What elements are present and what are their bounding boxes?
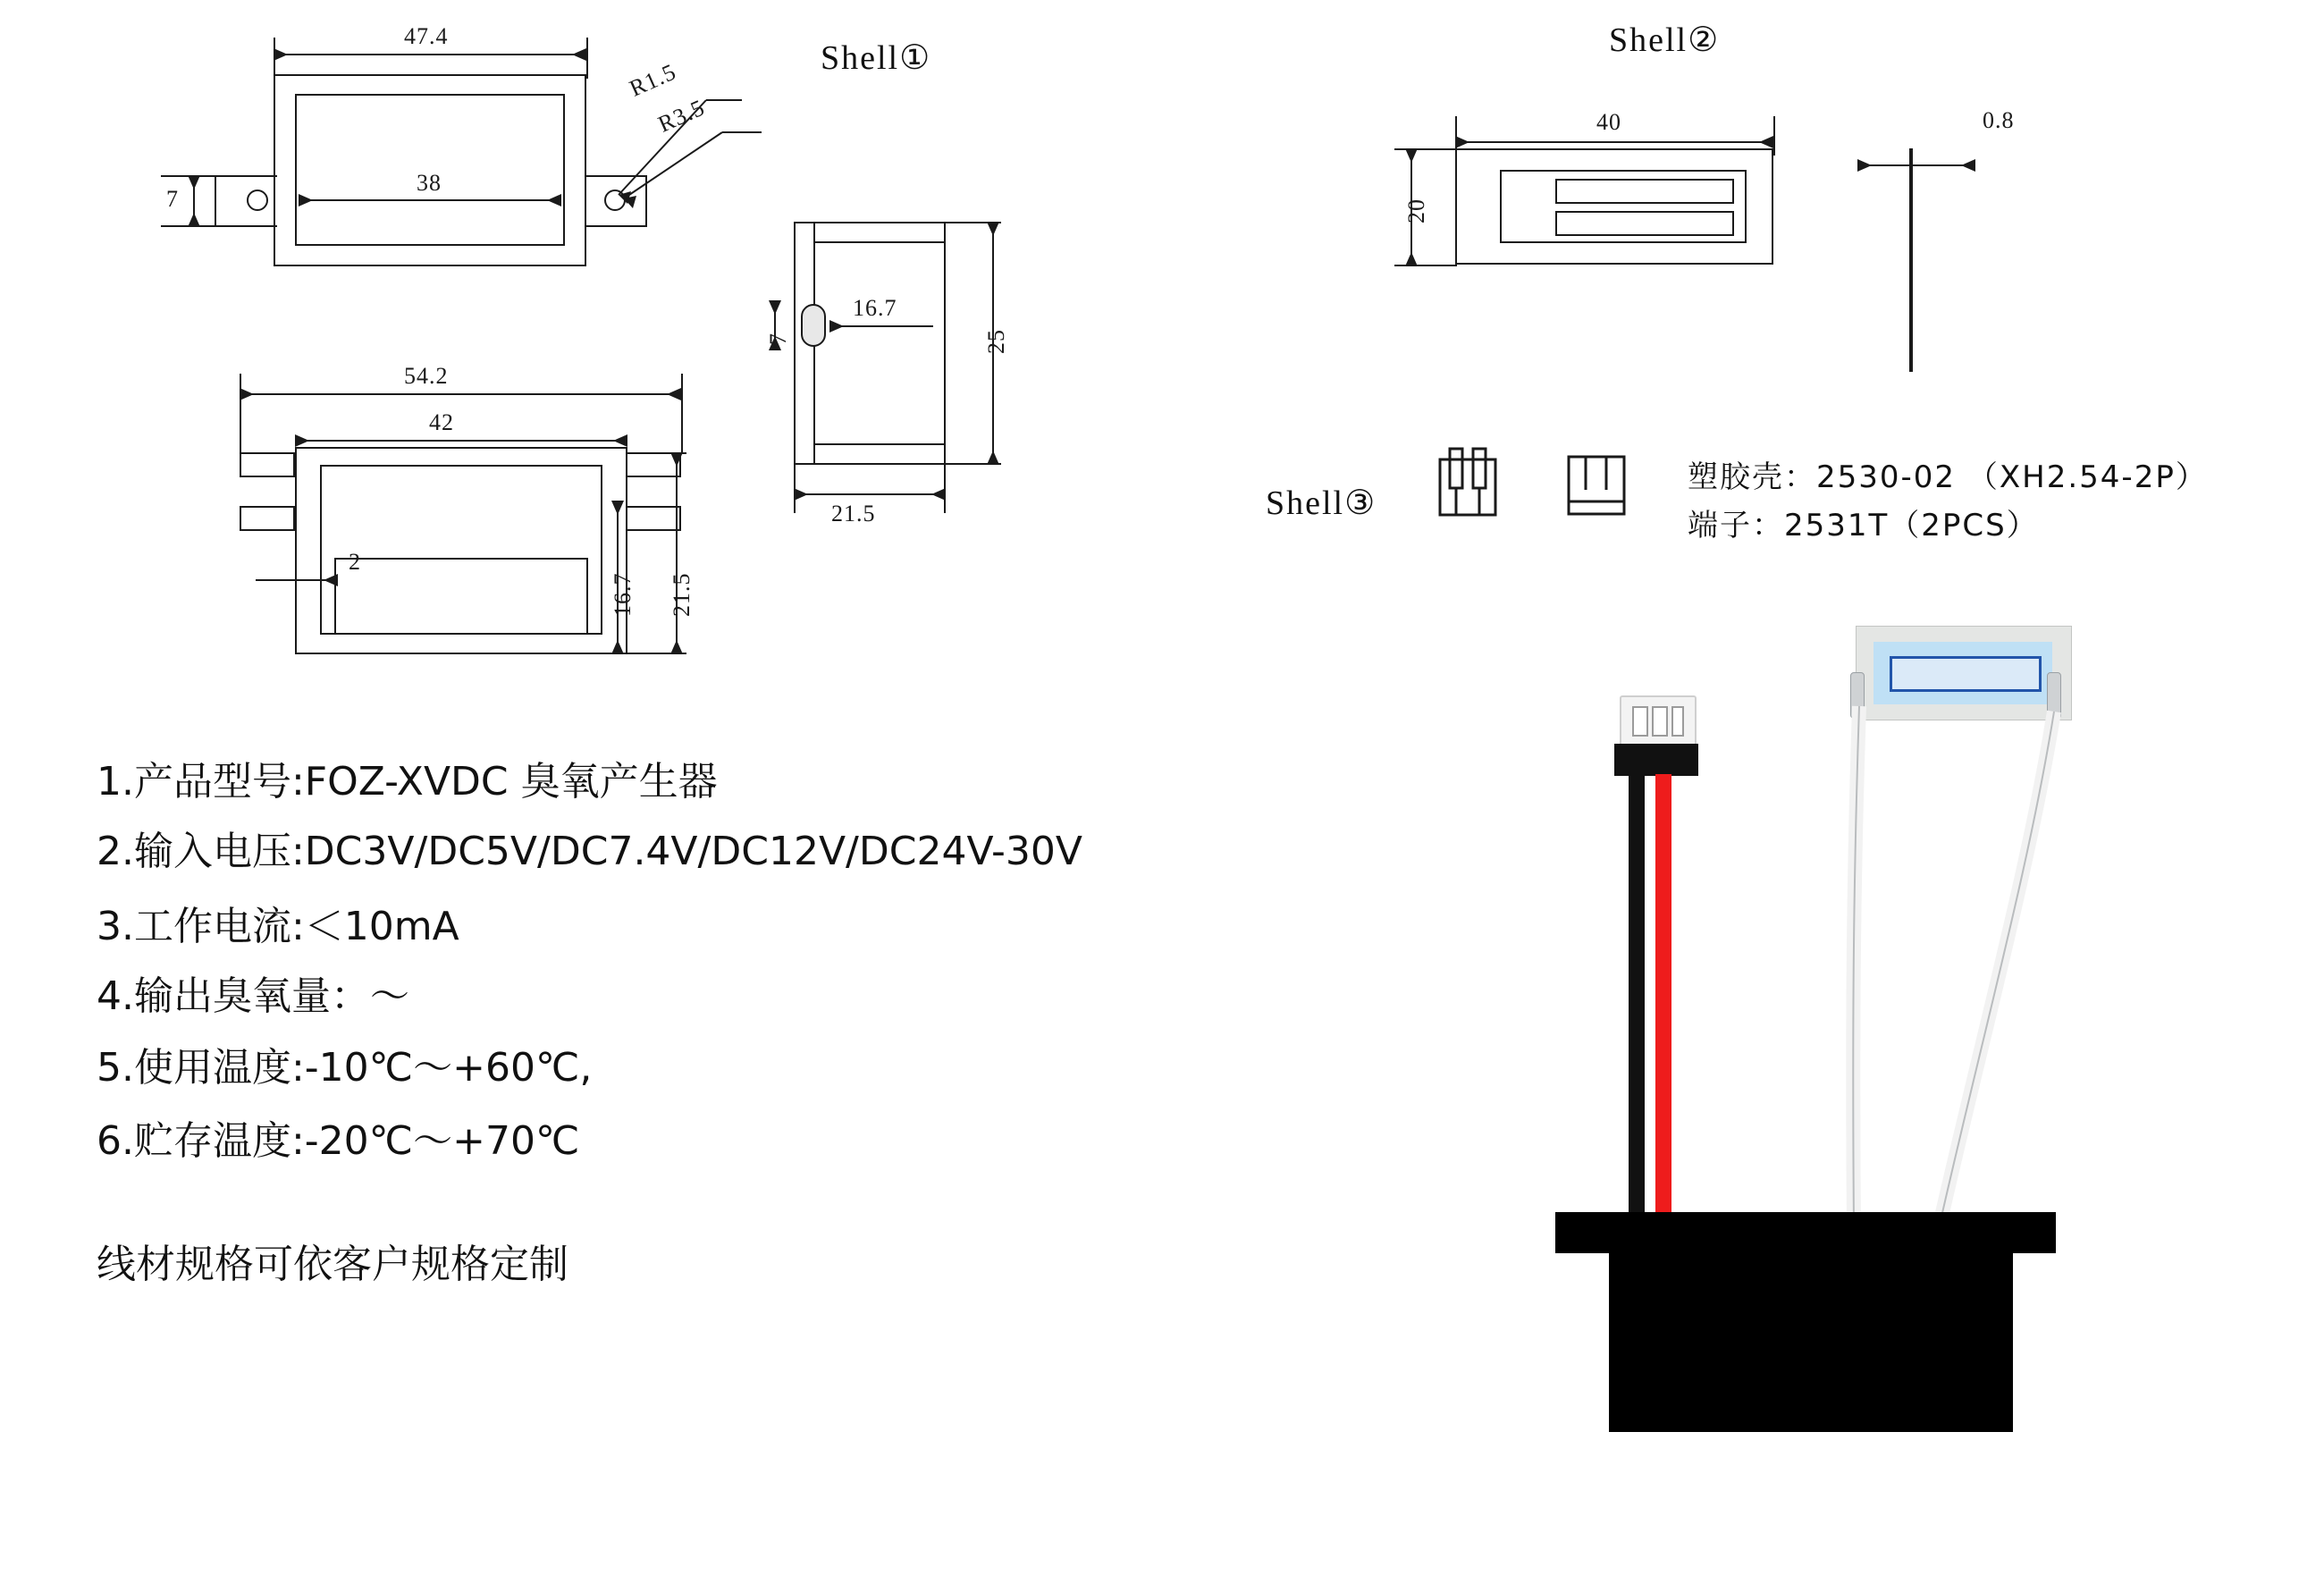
dim-474-line — [274, 54, 586, 55]
front-view-inner — [334, 558, 588, 635]
spec-line-2: 2.输入电压:DC3V/DC5V/DC7.4V/DC12V/DC24V-30V — [97, 829, 1082, 874]
shell2-title: Shell② — [1609, 21, 1721, 59]
side-view-right — [944, 222, 946, 465]
shell1-title: Shell① — [821, 39, 932, 77]
dim-20-arrow-b — [1405, 252, 1418, 266]
front-view-top — [295, 447, 627, 449]
side-view-boss — [801, 304, 826, 347]
shell1-ear-left-hole — [247, 190, 268, 211]
ceramic-plate-electrode — [1890, 656, 2042, 692]
shell1-ear-left-top — [215, 175, 277, 177]
dim-42-arrow-l — [295, 434, 309, 447]
dim-215-front-label: 21.5 — [669, 572, 695, 617]
photo-connector-slot-3 — [1671, 706, 1684, 737]
spec-line-4: 4.输出臭氧量：～ — [97, 973, 409, 1019]
front-flange-left — [240, 452, 295, 477]
dim-215-side-arrow-r — [931, 488, 946, 501]
dim-215-front-line — [676, 452, 678, 654]
dim-08-arrow-r — [1961, 159, 1975, 172]
dim-20-label: 20 — [1403, 198, 1429, 223]
shell2-electrode-top — [1555, 179, 1734, 204]
dim-38-arrow-left — [299, 194, 313, 206]
dim-7-side-arrow-t — [769, 300, 781, 315]
shell3-terminal-note: 端子：2531T（2PCS） — [1688, 508, 2039, 543]
dim-08-label: 0.8 — [1983, 107, 2015, 133]
spec-line-6: 6.贮存温度:-20℃～+70℃ — [97, 1118, 580, 1164]
dim-25-label: 25 — [983, 329, 1009, 354]
dim-2-label: 2 — [349, 549, 361, 575]
body-top-flange — [1555, 1212, 2056, 1253]
connector-housing-icon — [1437, 447, 1500, 518]
front-view-left — [295, 447, 297, 654]
dim-25-arrow-top — [987, 222, 999, 236]
dim-20-arrow-t — [1405, 148, 1418, 163]
dim-167-front-arrow-t — [611, 501, 624, 515]
dim-38-arrow-right — [547, 194, 561, 206]
dim-542-arrow-l — [240, 388, 254, 400]
dim-7-arrow-top — [188, 175, 200, 190]
dim-474-label: 47.4 — [404, 23, 449, 49]
dim-08-line — [1857, 164, 1975, 166]
dim-08-arrow-l — [1857, 159, 1872, 172]
photo-connector-slot-1 — [1632, 706, 1648, 737]
front-view-bottom — [295, 653, 627, 654]
dim-40-ext-r — [1773, 116, 1775, 156]
dim-r15-label: R1.5 — [625, 58, 680, 102]
dim-215-side-arrow-l — [794, 488, 808, 501]
dim-215-front-arrow-t — [670, 452, 683, 467]
dim-42-line — [295, 440, 627, 442]
dim-7-label: 7 — [166, 186, 179, 212]
side-view-left — [794, 222, 796, 465]
black-wire — [1629, 774, 1645, 1225]
spec-line-1: 1.产品型号:FOZ-XVDC 臭氧产生器 — [97, 759, 718, 804]
body-main — [1609, 1251, 2013, 1432]
photo-connector-base — [1614, 744, 1698, 776]
dim-474-ext-right — [586, 38, 588, 79]
side-view-inner-top — [813, 241, 946, 243]
dim-38-label: 38 — [417, 170, 442, 196]
dim-20-ext-b — [1394, 265, 1457, 266]
shell2-electrode-bottom — [1555, 211, 1734, 236]
shell1-ear-left-edge — [215, 175, 216, 227]
front-flange-right-2 — [626, 506, 681, 531]
dim-40-label: 40 — [1596, 109, 1621, 135]
dim-40-arrow-r — [1759, 136, 1773, 148]
dim-167-front-arrow-b — [611, 640, 624, 654]
dim-40-line — [1455, 141, 1773, 143]
dim-167-side-line — [829, 325, 933, 327]
dim-215-side-label: 21.5 — [831, 501, 876, 526]
shell3-title: Shell③ — [1266, 484, 1377, 522]
dim-38-line — [299, 199, 561, 201]
dim-474-arrow-left — [274, 48, 288, 61]
dim-2-arrow — [324, 574, 338, 586]
dim-7-side-label: 7 — [765, 333, 791, 345]
spec-line-3: 3.工作电流:＜10mA — [97, 904, 459, 949]
dim-7-arrow-bot — [188, 213, 200, 227]
spec-line-5: 5.使用温度:-10℃～+60℃, — [97, 1045, 593, 1091]
white-wires — [1823, 688, 2118, 1242]
dim-215-front-arrow-b — [670, 640, 683, 654]
shell1-ear-right-bottom — [585, 225, 647, 227]
shell1-ear-left-bottom — [215, 225, 277, 227]
side-view-top — [794, 222, 946, 223]
dim-542-ext-r — [681, 374, 683, 452]
dim-542-ext-l — [240, 374, 241, 452]
red-wire — [1655, 774, 1671, 1225]
shell2-edge-view — [1909, 148, 1913, 372]
dim-474-arrow-right — [572, 48, 586, 61]
dim-542-label: 54.2 — [404, 363, 449, 389]
dim-42-label: 42 — [429, 409, 454, 435]
side-view-bottom — [794, 463, 946, 465]
dim-167-side-arrow — [829, 320, 844, 333]
dim-40-arrow-l — [1455, 136, 1469, 148]
dim-42-arrow-r — [613, 434, 627, 447]
dim-167-front-label: 16.7 — [610, 572, 636, 617]
photo-connector-slot-2 — [1652, 706, 1668, 737]
dim-r35-label: R3.5 — [653, 94, 709, 138]
shell3-housing-note: 塑胶壳：2530-02 （XH2.54-2P） — [1688, 459, 2208, 495]
dim-215-side-line — [794, 493, 946, 495]
dim-167-side-label: 16.7 — [853, 295, 897, 321]
dim-20-ext-t — [1394, 148, 1457, 150]
side-view-inner-bottom — [813, 443, 946, 445]
front-view-right — [626, 447, 627, 654]
dim-542-line — [240, 393, 681, 395]
dim-542-arrow-r — [667, 388, 681, 400]
spec-footer: 线材规格可依客户规格定制 — [97, 1242, 568, 1287]
front-flange-left-2 — [240, 506, 295, 531]
dim-25-arrow-bot — [987, 451, 999, 465]
terminal-icon — [1566, 454, 1629, 518]
